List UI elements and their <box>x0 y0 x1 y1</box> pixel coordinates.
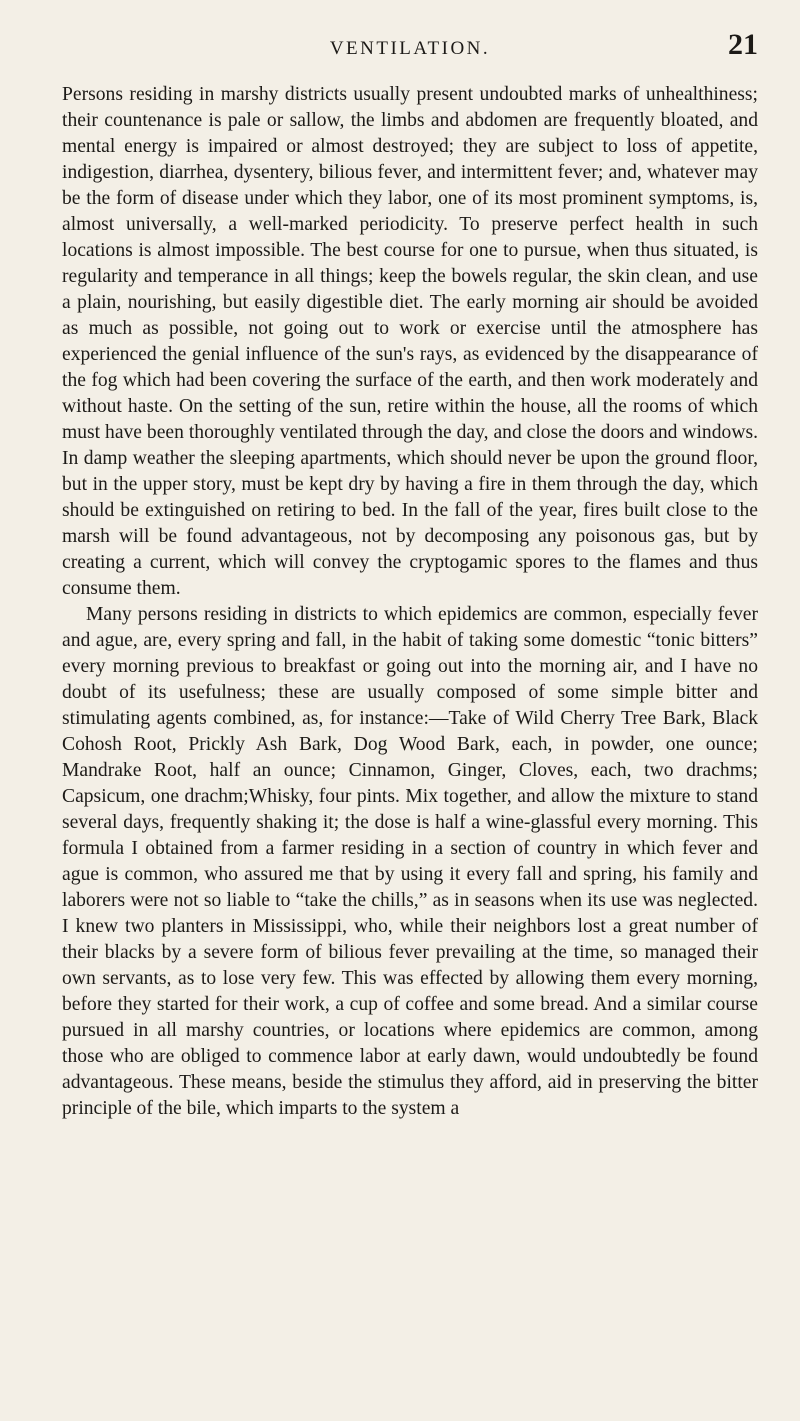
body-text <box>62 82 758 1122</box>
paragraph: Persons residing in marshy districts usually present undoubted marks of unhealthiness; their countenance is pale or sallow, the limbs and abdomen are frequently bloated, and mental energy is impaired or almost destroyed; they are subject to loss of appetite, indigestion, diarrhea, dysentery, bilious fever, and intermittent fever; and, whatever may be the form of disease under which they labor, one of its most prominent symptoms, is, almost universally, a well-marked periodicity. To preserve perfect health in such locations is almost impossible. The best course for one to pursue, when thus situated, is regularity and temperance in all things; keep the bowels regular, the skin clean, and use a plain, nourishing, but easily digestible diet. The early morning air should be avoided as much as possible, not going out to work or exercise until the atmosphere has experienced the genial influence of the sun's rays, as evidenced by the disappearance of the fog which had been covering the surface of the earth, and then work moderately and without haste. On the setting of the sun, retire within the house, all the rooms of which must have been thoroughly ventilated through the day, and close the doors and windows. In damp weather the sleeping apartments, which should never be upon the ground floor, but in the upper story, must be kept dry by having a fire in them through the day, which should be extinguished on retiring to bed. In the fall of the year, fires built close to the marsh will be found advantageous, not by decomposing any poisonous gas, but by creating a current, which will convey the cryptogamic spores to the flames and thus consume them. <box>62 84 758 599</box>
paragraph: Many persons residing in districts to which epidemics are common, especially fever and ague, are, every spring and fall, in the habit of taking some domestic “tonic bitters” every morning previous to breakfast or going out into the morning air, and I have no doubt of its usefulness; these are usually composed of some simple bitter and stimulating agents combined, as, for instance:—Take of Wild Cherry Tree Bark, Black Cohosh Root, Prickly Ash Bark, Dog Wood Bark, each, in powder, one ounce; Mandrake Root, half an ounce; Cinnamon, Ginger, Cloves, each, two drachms; Capsicum, one drachm;Whisky, four pints. Mix together, and allow the mixture to stand several days, frequently shaking it; the dose is half a wine-glassful every morning. This formula I obtained from a farmer residing in a section of country in which fever and ague is common, who assured me that by using it every fall and spring, his family and laborers were not so liable to “take the chills,” as in seasons when its use was neglected. I knew two planters in Mississippi, who, while their neighbors lost a great number of their blacks by a severe form of bilious fever prevailing at the time, so managed their own servants, as to lose very few. This was effected by allowing them every morning, before they started for their work, a cup of coffee and some bread. And a similar course pursued in all marshy countries, or locations where epidemics are common, among those who are obliged to commence labor at early dawn, would undoubtedly be found advantageous. These means, beside the stimulus they afford, aid in preserving the bitter principle of the bile, which imparts to the system a <box>62 604 758 1119</box>
running-head <box>62 28 758 74</box>
page-number: 21 <box>728 28 758 61</box>
running-title: VENTILATION. <box>329 38 491 59</box>
